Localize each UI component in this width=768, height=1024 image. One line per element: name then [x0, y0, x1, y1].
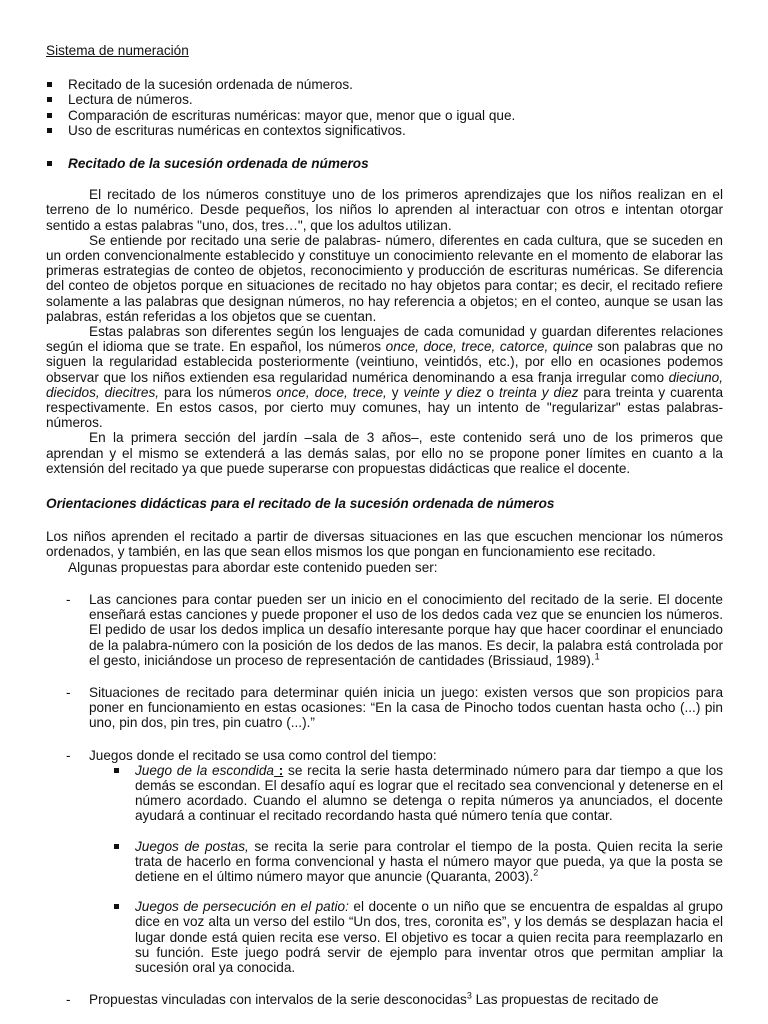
topic-item: Recitado de la sucesión ordenada de números.	[46, 77, 723, 92]
paragraph-recitado-lenguajes: Estas palabras son diferentes según los lenguajes de cada comunidad y guardan diferentes relaciones según el idioma que se trate. En español, los números once, doce, trece, catorce, quince son palabras que no siguen la regularidad establecida posteriormente (veintiuno, veintidós, etc.), por ello en ocasiones podemos observar que los niños extienden esa regularidad numérica denominando a esa franja irregular como dieciuno, diecidos, diecitres, para los números once, doce, trece, y veinte y diez o treinta y diez para treinta y cuarenta respectivamente. En estos casos, por cierto muy comunes, hay un intento de "regularizar" estas palabras-números.	[46, 324, 724, 431]
games-list	[89, 763, 723, 975]
footnote-ref: 3	[466, 990, 472, 1001]
orientations-title: Orientaciones didácticas para el recitado de la sucesión ordenada de números	[46, 496, 555, 512]
proposal-item-versos: - Situaciones de recitado para determinar quién inicia un juego: existen versos que son propicios para poner en funcionamiento en estas ocasiones: “En la casa de Pinocho todos cuentan hasta ocho (...) pin uno, pin dos, pin tres, pin cuatro (...).”	[66, 684, 723, 731]
game-item-escondida: Juego de la escondida : se recita la serie hasta determinado número para dar tiempo a que los demás se escondan. El desafío aquí es lograr que el recitado sea convencional y detenerse en el número acordado. Cuando el alumno se detenga o repita números ya anunciados, el docente ayudará a continuar el recitado recordando hasta qué número tenía que contar.	[89, 763, 723, 824]
dash-marker: -	[66, 684, 71, 700]
paragraph-orientaciones: Los niños aprenden el recitado a partir de diversas situaciones en las que escuchen mencionar los números ordenados, y también, en las que sean ellos mismos los que pongan en funcionamiento ese recitado.	[46, 529, 723, 560]
proposal-item-juegos: - Juegos donde el recitado se usa como control del tiempo: Juego de la escondida : se recita la serie hasta determinado número para dar tiempo a que los demás se escondan. El desafío aquí es lograr que el recitado sea convencional y detenerse en el número acordado. Cuando el alumno se detenga o repita números ya anunciados, el docente ayudará a continuar el recitado recordando hasta qué número tenía que contar. Juegos de postas, se recita la serie para controlar el tiempo de la posta. Quien recita la serie trata de hacerlo en forma convencional y hasta el número mayor que pueda, ya que la posta se detiene en el último número mayor que anuncie (Quaranta, 2003).$^2$ Juegos de persecución en el patio: el docente o un niño que se encuentra de espaldas al grupo dice en voz alta un verso del estilo “Un dos, tres, coronita es”, y los demás se desplazan hacia el lugar donde está quien recita ese verso. El objetivo es tocar a quien recita para reemplazarlo en su función. Este juego podrá servir de ejemplo para inventar otros que permitan ampliar la sucesión oral ya conocida.	[66, 747, 723, 975]
section-title: Recitado de la sucesión ordenada de números	[46, 156, 723, 171]
footnote-ref: 2	[533, 867, 539, 878]
dash-marker: -	[66, 591, 71, 607]
proposal-item-canciones: - Las canciones para contar pueden ser un inicio en el conocimiento del recitado de la serie. El docente enseñará estas canciones y puede proponer el uso de los dedos cada vez que se enuncien los números. El pedido de usar los dedos implica un desafío interesante porque hay que hacer coordinar el enunciado de la palabra-número con la posición de los dedos de las manos. Es decir, la palabra está controlada por el gesto, iniciándose un proceso de representación de cantidades (Brissiaud, 1989).$^1$	[66, 591, 723, 668]
game-item-persecucion: Juegos de persecución en el patio: el docente o un niño que se encuentra de espaldas al grupo dice en voz alta un verso del estilo “Un dos, tres, coronita es”, y los demás se desplazan hacia el lugar donde está quien recita ese verso. El objetivo es tocar a quien recita para reemplazarlo en su función. Este juego podrá servir de ejemplo para inventar otros que permitan ampliar la sucesión oral ya conocida.	[89, 899, 723, 975]
paragraph-propuestas: Algunas propuestas para abordar este contenido pueden ser:	[68, 559, 438, 575]
dash-marker: -	[66, 747, 71, 763]
dash-marker: -	[66, 992, 71, 1008]
game-item-postas: Juegos de postas, se recita la serie para controlar el tiempo de la posta. Quien recita la serie trata de hacerlo en forma convencional y hasta el número mayor que pueda, ya que la posta se detiene en el último número mayor que anuncie (Quaranta, 2003).$^2$	[89, 839, 723, 885]
paragraph-recitado-definicion: Se entiende por recitado una serie de palabras- número, diferentes en cada cultura, que se suceden en un orden convencionalmente establecido y constituye un conocimiento relevante en el momento de elaborar las primeras estrategias de conteo de objetos, reconocimiento y producción de escrituras numéricas. Se diferencia del conteo de objetos porque en situaciones de recitado no hay objetos para contar; es decir, el recitado refiere solamente a las palabras que designan números, no hay referencia a objetos; en el conteo, aunque se usan las palabras, están referidas a los objetos que se cuentan.	[46, 232, 723, 324]
topic-item: Lectura de números.	[46, 92, 723, 107]
topic-item: Uso de escrituras numéricas en contextos significativos.	[46, 123, 723, 138]
document-heading: Sistema de numeración	[46, 43, 189, 58]
footnote-ref: 1	[594, 651, 600, 662]
topic-item: Comparación de escrituras numéricas: mayor que, menor que o igual que.	[46, 108, 723, 123]
document-page	[46, 43, 723, 1007]
proposal-item-intervalos: - Propuestas vinculadas con intervalos de la serie desconocidas$^3$ Las propuestas de recitado de	[66, 990, 659, 1008]
paragraph-recitado-jardin: En la primera sección del jardín –sala de 3 años–, este contenido será uno de los primeros que aprendan y el mismo se extenderá a las demás salas, por ello no se propone poner límites en cuanto a la extensión del recitado ya que puede superarse con propuestas didácticas que realice el docente.	[46, 430, 723, 476]
topic-list	[46, 77, 723, 138]
paragraph-recitado-intro: El recitado de los números constituye uno de los primeros aprendizajes que los niños realizan en el terreno de lo numérico. Desde pequeños, los niños lo aprenden al interactuar con otros e intentan otorgar sentido a estas palabras "uno, dos, tres…", que los adultos utilizan.	[46, 187, 723, 233]
